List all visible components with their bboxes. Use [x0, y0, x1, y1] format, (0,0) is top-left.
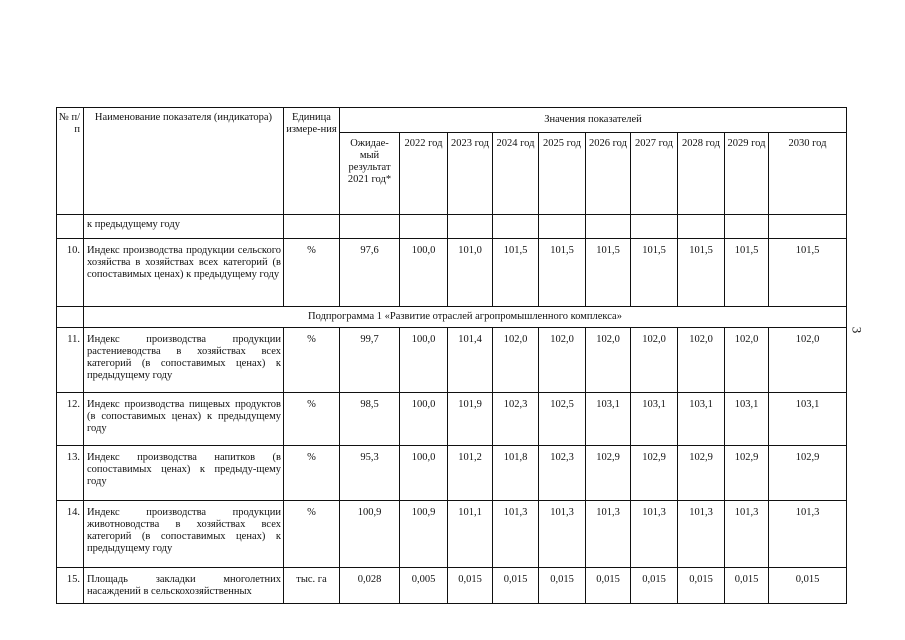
value-cell: 102,0: [678, 328, 725, 393]
value-cell: 103,1: [769, 393, 847, 446]
value-cell: 0,015: [586, 568, 631, 604]
unit-cell: %: [284, 501, 340, 568]
value-cell: 95,3: [340, 446, 400, 501]
value-cell: 0,015: [539, 568, 586, 604]
value-cell: 102,5: [539, 393, 586, 446]
header-year: 2025 год: [539, 133, 586, 215]
value-cell: 101,3: [631, 501, 678, 568]
row-number: 15.: [57, 568, 84, 604]
value-cell: 102,0: [631, 328, 678, 393]
header-values-group: Значения показателей: [340, 108, 847, 133]
value-cell: 99,7: [340, 328, 400, 393]
header-year: 2028 год: [678, 133, 725, 215]
value-cell: 101,1: [448, 501, 493, 568]
value-cell: 101,3: [586, 501, 631, 568]
value-cell: 101,5: [586, 239, 631, 307]
table-row: [57, 239, 847, 307]
value-cell: 102,9: [769, 446, 847, 501]
indicator-name: Индекс производства продукции сельского хозяйства в хозяйствах всех категорий (в сопоставимых ценах) к предыдущему году: [84, 239, 284, 307]
value-cell: 101,3: [725, 501, 769, 568]
value-cell: 100,0: [400, 239, 448, 307]
value-cell: 102,3: [493, 393, 539, 446]
row-number: 13.: [57, 446, 84, 501]
indicator-name: Индекс производства продукции животноводства в хозяйствах всех категорий (в сопоставимых ценах) к предыдущему году: [84, 501, 284, 568]
value-cell: 101,5: [539, 239, 586, 307]
indicator-name: Площадь закладки многолетних насаждений в сельскохозяйственных: [84, 568, 284, 604]
value-cell: 97,6: [340, 239, 400, 307]
value-cell: 103,1: [678, 393, 725, 446]
indicator-name: Индекс производства напитков (в сопоставимых ценах) к предыду-щему году: [84, 446, 284, 501]
value-cell: 101,5: [725, 239, 769, 307]
value-cell: 101,3: [493, 501, 539, 568]
unit-cell: %: [284, 393, 340, 446]
header-year: 2030 год: [769, 133, 847, 215]
value-cell: 101,2: [448, 446, 493, 501]
subprogram-row: [57, 307, 847, 328]
page-number: 3: [849, 326, 865, 334]
value-cell: 0,005: [400, 568, 448, 604]
value-cell: 101,5: [769, 239, 847, 307]
row-number: 10.: [57, 239, 84, 307]
value-cell: 103,1: [631, 393, 678, 446]
table-row: [57, 568, 847, 604]
value-cell: 103,1: [725, 393, 769, 446]
value-cell: 98,5: [340, 393, 400, 446]
value-cell: 0,028: [340, 568, 400, 604]
value-cell: 0,015: [725, 568, 769, 604]
value-cell: 0,015: [769, 568, 847, 604]
indicator-name: Индекс производства пищевых продуктов (в сопоставимых ценах) к предыдущему году: [84, 393, 284, 446]
value-cell: 102,9: [586, 446, 631, 501]
value-cell: 0,015: [678, 568, 725, 604]
row-number: 11.: [57, 328, 84, 393]
header-year: 2026 год: [586, 133, 631, 215]
indicator-name: Индекс производства продукции растениеводства в хозяйствах всех категорий (в сопоставимых ценах) к предыдущему году: [84, 328, 284, 393]
header-expected: Ожидае-мый результат 2021 год*: [340, 133, 400, 215]
value-cell: 103,1: [586, 393, 631, 446]
header-year: 2024 год: [493, 133, 539, 215]
unit-cell: тыс. га: [284, 568, 340, 604]
header-num: № п/п: [57, 108, 84, 215]
table-row: [57, 215, 847, 239]
header-year: 2022 год: [400, 133, 448, 215]
continuation-text: к предыдущему году: [84, 215, 284, 239]
header-year: 2023 год: [448, 133, 493, 215]
value-cell: 102,9: [678, 446, 725, 501]
value-cell: 101,5: [493, 239, 539, 307]
value-cell: 101,5: [678, 239, 725, 307]
value-cell: 102,0: [769, 328, 847, 393]
subprogram-title: Подпрограмма 1 «Развитие отраслей агропромышленного комплекса»: [84, 307, 847, 328]
value-cell: 101,8: [493, 446, 539, 501]
indicators-table: [56, 107, 847, 604]
value-cell: 102,9: [631, 446, 678, 501]
value-cell: 101,5: [631, 239, 678, 307]
value-cell: 102,0: [586, 328, 631, 393]
value-cell: 102,0: [493, 328, 539, 393]
value-cell: 100,0: [400, 446, 448, 501]
header-year: 2029 год: [725, 133, 769, 215]
value-cell: 0,015: [631, 568, 678, 604]
table-row: [57, 328, 847, 393]
value-cell: 101,3: [539, 501, 586, 568]
value-cell: 101,3: [678, 501, 725, 568]
value-cell: 102,0: [725, 328, 769, 393]
value-cell: 101,9: [448, 393, 493, 446]
unit-cell: %: [284, 239, 340, 307]
value-cell: 102,9: [725, 446, 769, 501]
value-cell: 100,9: [400, 501, 448, 568]
value-cell: 102,3: [539, 446, 586, 501]
value-cell: 102,0: [539, 328, 586, 393]
value-cell: 100,0: [400, 328, 448, 393]
header-year: 2027 год: [631, 133, 678, 215]
header-unit: Единица измере-ния: [284, 108, 340, 215]
value-cell: 100,9: [340, 501, 400, 568]
unit-cell: %: [284, 328, 340, 393]
value-cell: 0,015: [448, 568, 493, 604]
value-cell: 0,015: [493, 568, 539, 604]
value-cell: 101,3: [769, 501, 847, 568]
table-row: [57, 393, 847, 446]
row-number: 14.: [57, 501, 84, 568]
value-cell: 100,0: [400, 393, 448, 446]
table-row: [57, 446, 847, 501]
unit-cell: %: [284, 446, 340, 501]
header-name: Наименование показателя (индикатора): [84, 108, 284, 215]
table-row: [57, 501, 847, 568]
value-cell: 101,0: [448, 239, 493, 307]
row-number: 12.: [57, 393, 84, 446]
value-cell: 101,4: [448, 328, 493, 393]
